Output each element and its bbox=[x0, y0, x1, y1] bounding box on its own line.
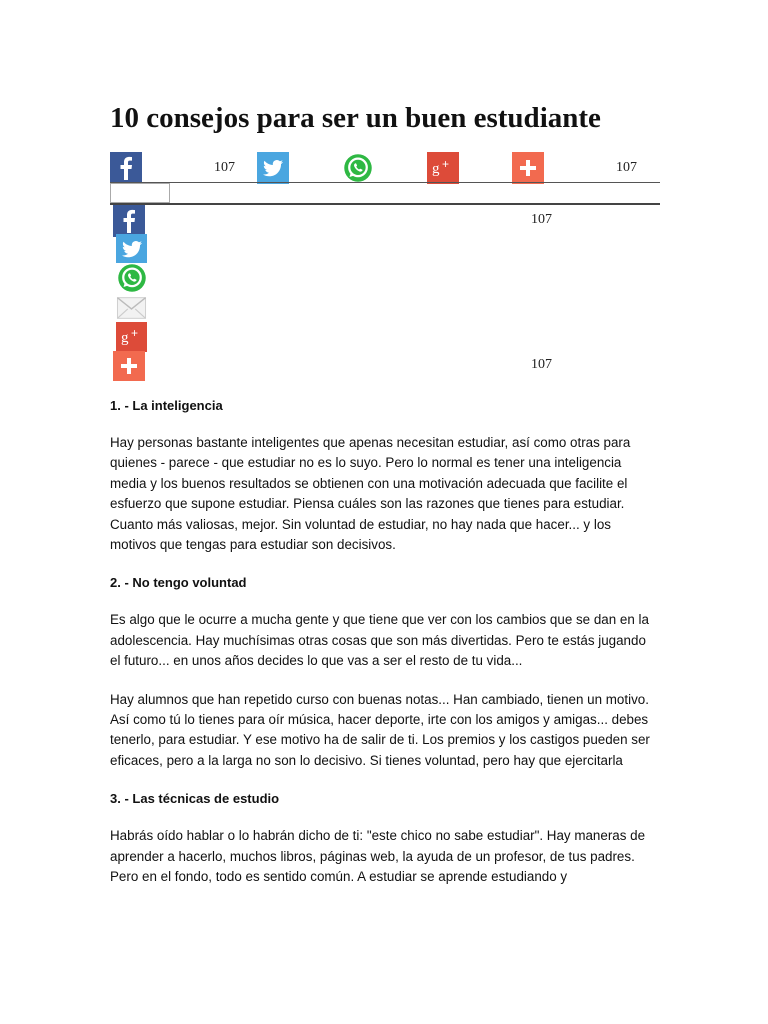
googleplus-share-button[interactable] bbox=[427, 152, 459, 184]
facebook-share-button[interactable] bbox=[110, 152, 142, 184]
whatsapp-icon bbox=[343, 153, 373, 183]
addthis-share-button[interactable] bbox=[512, 152, 544, 184]
total-share-count: 107 bbox=[616, 160, 637, 175]
section-paragraph: Hay alumnos que han repetido curso con buenas notas... Han cambiado, tienen un motivo. Así como tú lo tienes para oír música, hacer deporte, irte con los amigos y amigas... debes tenerlo, para estudiar. Y ese motivo ha de salir de ti. Los premios y los castigos pueden ser eficaces, pero a la larga no son lo decisivo. Si tienes voluntad, pero hay que ejercitarla bbox=[110, 691, 650, 768]
facebook-icon bbox=[117, 209, 141, 233]
addthis-share-button-vertical[interactable] bbox=[113, 351, 145, 381]
section-paragraph: Habrás oído hablar o lo habrán dicho de ti: "este chico no sabe estudiar". Hay maneras de aprender a hacerlo, muchos libros, páginas web, la ayuda de un profesor, de tus padres. Pero en el fondo, todo es sentido común. A estudiar se aprende estudiando y bbox=[110, 828, 646, 885]
google-plus-icon bbox=[431, 156, 455, 180]
facebook-share-button-vertical[interactable] bbox=[113, 205, 145, 237]
whatsapp-share-button[interactable] bbox=[342, 152, 374, 184]
google-plus-icon bbox=[120, 325, 144, 349]
whatsapp-icon bbox=[117, 263, 147, 293]
facebook-share-count-vertical: 107 bbox=[531, 212, 552, 227]
section-heading: 2. - No tengo voluntad bbox=[110, 575, 247, 591]
share-divider-top bbox=[110, 182, 660, 183]
svg-text:+: + bbox=[130, 326, 138, 340]
section-paragraph: Hay personas bastante inteligentes que apenas necesitan estudiar, así como otras para quienes - parece - que estudiar no es lo suyo. Pero lo normal es tener una inteligencia media y los buenos resultados se obtienen con una motivación adecuada que facilite el esfuerzo que supone estudiar. Piensa cuáles son las razones que tienes para estudiar. Cuanto más valiosas, mejor. Sin voluntad de estudiar, no hay nada que hacer... y los motivos que tengas para estudiar son decisivos. bbox=[110, 435, 631, 553]
twitter-icon bbox=[120, 237, 144, 261]
plus-icon bbox=[117, 354, 141, 378]
whatsapp-share-button-vertical[interactable] bbox=[116, 263, 147, 293]
article-body bbox=[110, 396, 660, 906]
share-url-input[interactable] bbox=[110, 183, 170, 203]
googleplus-share-button-vertical[interactable] bbox=[116, 322, 147, 352]
svg-text:g: g bbox=[432, 161, 440, 177]
svg-text:g: g bbox=[120, 330, 128, 346]
twitter-share-button-vertical[interactable] bbox=[116, 234, 147, 264]
email-share-button-vertical[interactable] bbox=[116, 293, 147, 323]
facebook-icon bbox=[114, 156, 138, 180]
section-heading: 1. - La inteligencia bbox=[110, 398, 223, 413]
total-share-count-vertical: 107 bbox=[531, 357, 552, 372]
section-heading: 3. - Las técnicas de estudio bbox=[110, 791, 280, 807]
facebook-share-count: 107 bbox=[214, 160, 235, 175]
plus-icon bbox=[516, 156, 540, 180]
article-title: 10 consejos para ser un buen estudiante bbox=[110, 102, 601, 134]
section-paragraph: Es algo que le ocurre a mucha gente y que tiene que ver con los cambios que se dan en la adolescencia. Hay muchísimas otras cosas que son más divertidas. Pero te estás jugando el futuro... en unos años decides lo que vas a ser el resto de tu vida... bbox=[110, 612, 649, 669]
svg-text:+: + bbox=[442, 157, 450, 171]
twitter-share-button[interactable] bbox=[257, 152, 289, 184]
share-divider-bottom bbox=[110, 203, 660, 205]
envelope-icon bbox=[116, 293, 147, 323]
twitter-icon bbox=[261, 156, 285, 180]
